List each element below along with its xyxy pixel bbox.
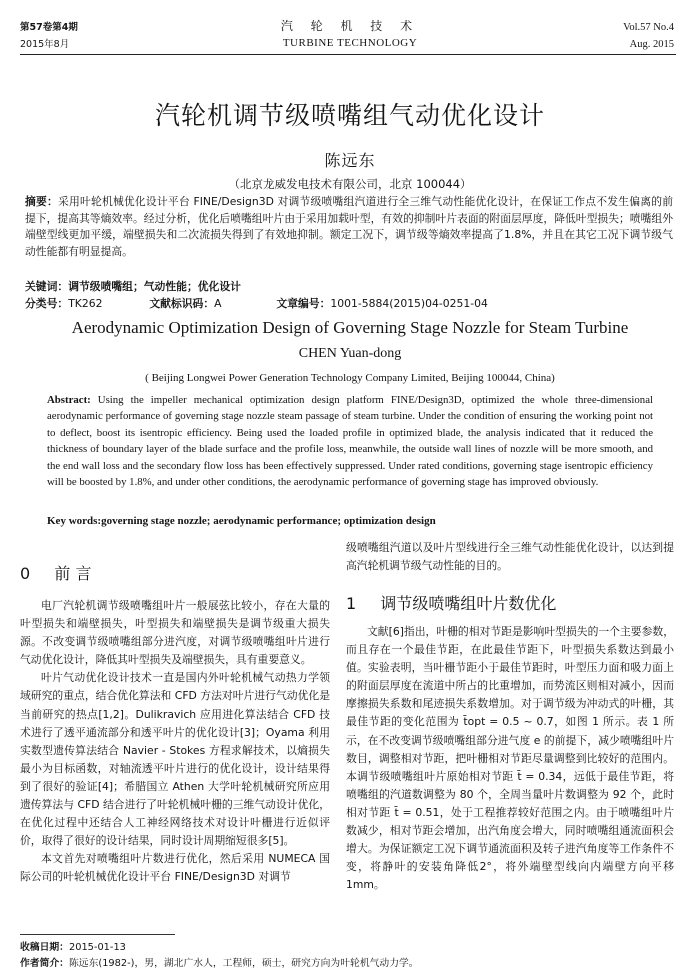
right-column-continuation [346,539,674,575]
section-1-body [346,623,674,894]
abstract-cn [25,194,673,260]
abstract-cn-label: 摘要： [25,195,58,208]
section-0-body [20,597,330,887]
section-1-heading [346,591,556,614]
journal-date: 2015年8月 [20,39,70,50]
author-bio [20,955,419,969]
journal-name-en: TURBINE TECHNOLOGY [282,37,418,49]
author-name-cn: 陈远东 [324,151,376,170]
journal-volume-en: Vol.57 No.4 [623,22,674,33]
keywords-en [47,515,436,527]
section-0-number: 0 [20,564,31,583]
abstract-en-label: Abstract: [47,394,91,406]
clc-value: TK262 [68,297,103,310]
paragraph: 级喷嘴组汽道以及叶片型线进行全三维气动性能优化设计，以达到提高汽轮机调节级气动性能的目的。 [346,541,674,573]
doc-code-value: A [214,297,222,310]
paragraph: 本文首先对喷嘴组叶片数进行优化，然后采用 NUMECA 国际公司的叶轮机械优化设计平台 FINE/Design3D 对调节 [20,852,330,884]
author-bio-label: 作者简介： [20,958,69,969]
paragraph: 文献[6]指出，叶栅的相对节距是影响叶型损失的一个主要参数，而且存在一个最佳节距，在此最佳节距下，叶型损失系数达到最小值。实验表明，当叶栅节距小于最佳节距时，叶型压力面和吸力面上的附面层厚度在流道中所占的比重增加，而势流区则相对减小，因而摩擦损失系数和尾迹损失系数增加。对于调节级为冲动式的叶栅，其最佳节距的变化范围为 t̄opt = 0.5 ~ 0.7，如图 1 所示。表 1 所示，在不改变调节级喷嘴组部分进气度 e 的前提下，减少喷嘴组叶片数目，调整相对节距，把叶栅相对节距尽量调整到比较好的范围内。本调节级喷嘴组叶片原始相对节距 t̄ = 0.34，远低于最佳节距，将喷嘴组的汽道数调整为 80 个，全周当量叶片数调整为 92 个，此时相对节距 t̄ = 0.51，处于工程推荐较好范围之内。由于喷嘴组叶片数减少，相对节距会增加，出汽角度会增大，同时喷嘴组通流面积会增大。为保证额定工况下调节通流面积及转子进汽角度等工作条件不变，将静叶的安装角降低2°，将外端壁型线向内端壁方向平移 1mm。 [346,625,674,892]
keywords-cn [25,279,241,294]
classification-row [25,296,488,311]
paper-title-cn: 汽轮机调节级喷嘴组气动优化设计 [154,101,545,130]
section-0-title: 前 言 [54,564,92,583]
footnote-rule [20,934,175,935]
journal-date-en: Aug. 2015 [629,39,674,50]
abstract-cn-text: 采用叶轮机械优化设计平台 FINE/Design3D 对调节级喷嘴组汽道进行全三维气动性能优化设计，在保证工作点不发生偏离的前提下，提高其等熵效率。经过分析，优化后喷嘴组叶片由于采用加载叶型，有效的抑制叶片表面的附面层厚度，降低叶型损失；喷嘴组外端壁型线更加平缓，端壁损失和二次流损失得到了有效地抑制。额定工况下，调节级等熵效率提高了1.8%，并且在其它工况下调节级气动性能都有明显提高。 [25,195,673,258]
journal-name-cn: 汽 轮 机 技 术 [280,19,420,33]
abstract-en [47,392,653,490]
keywords-en-label: Key words: [47,515,102,527]
keywords-en-text: governing stage nozzle; aerodynamic performance; optimization design [101,515,436,527]
paragraph: 电厂汽轮机调节级喷嘴组叶片一般展弦比较小，存在大量的叶型损失和端壁损失，叶型损失和端壁损失是调节级重大损失源。不改变调节级喷嘴组部分进汽度，对调节级喷嘴组叶片进行气动优化设计，降低其叶型损失及端壁损失，具有重要意义。 [20,599,330,667]
keywords-cn-label: 关键词： [25,280,69,293]
keywords-cn-text: 调节级喷嘴组；气动性能；优化设计 [68,280,241,293]
abstract-en-text: Using the impeller mechanical optimization design platform FINE/Design3D, optimized the whole three-dimensional aerodynamic performance of governing stage nozzle steam passage of steam turbine. Under the condition of ensuring the working point not to deflect, boost its isentropic efficiency. Being used the loaded profile in optimized blade, the analysis indicated that it reduced the thickness of boundary layer of the blade surface and the profile loss, meanwhile, the outside wall lines of nozzle will be more smooth, and the end wall loss and the secondary flow loss has been effectively suppressed. Under rated conditions, governing stage isentropic efficiency will be boosted by 1.8%, and under other conditions, the aerodynamic performance of governing stage has improved obviously. [47,394,653,489]
journal-volume-issue: 第57卷第4期 [20,22,78,33]
clc-label: 分类号： [25,297,69,310]
received-label: 收稿日期： [20,942,69,953]
section-0-heading [20,561,91,584]
author-name-en: CHEN Yuan-dong [298,346,402,361]
received-value: 2015-01-13 [68,942,126,953]
section-1-number: 1 [346,594,357,613]
article-no-label: 文章编号： [276,297,331,310]
section-1-title: 调节级喷嘴组叶片数优化 [380,594,557,613]
header-rule [20,54,676,55]
paper-title-en: Aerodynamic Optimization Design of Governing Stage Nozzle for Steam Turbine [71,318,629,337]
paragraph: 叶片气动优化设计技术一直是国内外叶轮机械气动热力学领域研究的重点，结合优化算法和 CFD 方法对叶片进行气动优化是当前研究的热点[1,2]。Dulikravich 应用进化算法结合 CFD 技术进行了透平通流部分和透平叶片的优化设计[3]；Oyama 利用实数型遗传算法结合 Navier - Stokes 方程求解技术，以熵损失最小为目标函数，对轴流透平叶片进行的优化设计，设计结果得到了很好的验证[4]；希腊国立 Athen 大学叶轮机械研究所应用遗传算法与 CFD 结合进行了叶轮机械叶栅的三维气动设计优化，在优化过程中还结合人工神经网络技术对设计叶栅进行近似评价，取得了很好的设计结果，同时设计周期缩短很多[5]。 [20,671,330,848]
article-no-value: 1001-5884(2015)04-0251-04 [330,297,488,310]
affiliation-cn: （北京龙威发电技术有限公司，北京 100044） [228,177,472,191]
author-bio-value: 陈远东(1982-)，男，湖北广水人，工程师，硕士，研究方向为叶轮机气动力学。 [68,958,419,969]
received-date [20,939,126,953]
affiliation-en: ( Beijing Longwei Power Generation Technology Company Limited, Beijing 100044, China) [145,372,555,384]
doc-code-label: 文献标识码： [149,297,215,310]
